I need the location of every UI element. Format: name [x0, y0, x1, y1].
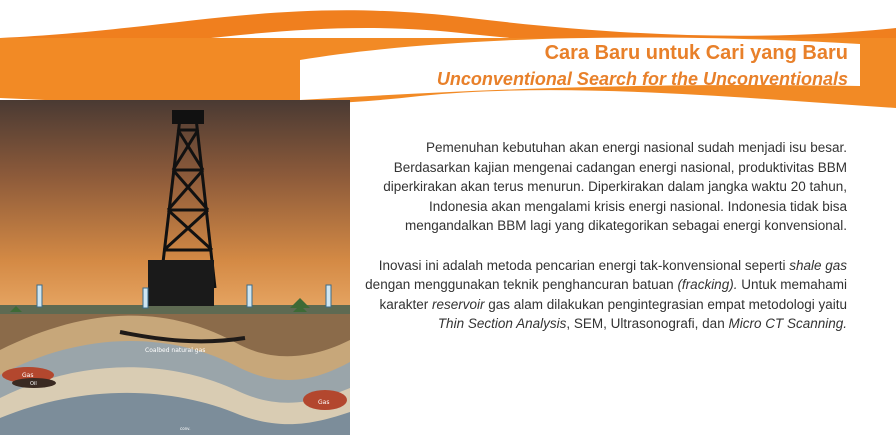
p2-part-i: , SEM, Ultrasonografi, dan: [566, 316, 729, 331]
oil-label-left: Oil: [30, 381, 37, 387]
small-bottom-label: conv.: [180, 426, 191, 431]
page-subtitle: Unconventional Search for the Unconventionals: [436, 69, 848, 89]
p2-part-e: Untuk memahami karakter: [379, 277, 847, 312]
paragraph-2: [365, 256, 847, 334]
page-title: Cara Baru untuk Cari yang Baru: [544, 42, 848, 64]
p2-term-thin-section: Thin Section Analysis: [437, 316, 567, 331]
p2-term-micro-ct: Micro CT Scanning.: [728, 316, 847, 331]
p2-part-g: gas alam dilakukan pengintegrasian empat metodologi yaitu: [484, 296, 847, 312]
paragraph-1: Pemenuhan kebutuhan akan energi nasional sudah menjadi isu besar. Berdasarkan kajian mengenai cadangan energi nasional, produktivitas BBM diperkirakan akan terus menurun. Diperkirakan dalam jangka waktu 20 tahun, Indonesia akan mengalami krisis energi nasional. Indonesia tidak bisa mengandalkan BBM lagi yang dikategorikan sebagai energi konvensional.: [383, 140, 847, 233]
p2-part-a: Inovasi ini adalah metoda pencarian energi tak-konvensional seperti: [378, 257, 790, 273]
title-block: [437, 40, 848, 92]
gas-label-right: Gas: [318, 399, 330, 406]
drilling-rig-illustration: [0, 100, 350, 435]
coalbed-label: Coalbed natural gas: [145, 347, 206, 354]
gas-label-left: Gas: [22, 372, 34, 379]
rig-base: [148, 260, 214, 306]
p2-term-reservoir: reservoir: [432, 296, 485, 312]
article-body: [365, 138, 847, 354]
p2-term-fracking: (fracking).: [677, 277, 738, 292]
p2-term-shale-gas: shale gas: [789, 257, 847, 273]
rig-cab: [172, 110, 204, 124]
p2-part-c: dengan menggunakan teknik penghancuran batuan: [365, 277, 678, 292]
